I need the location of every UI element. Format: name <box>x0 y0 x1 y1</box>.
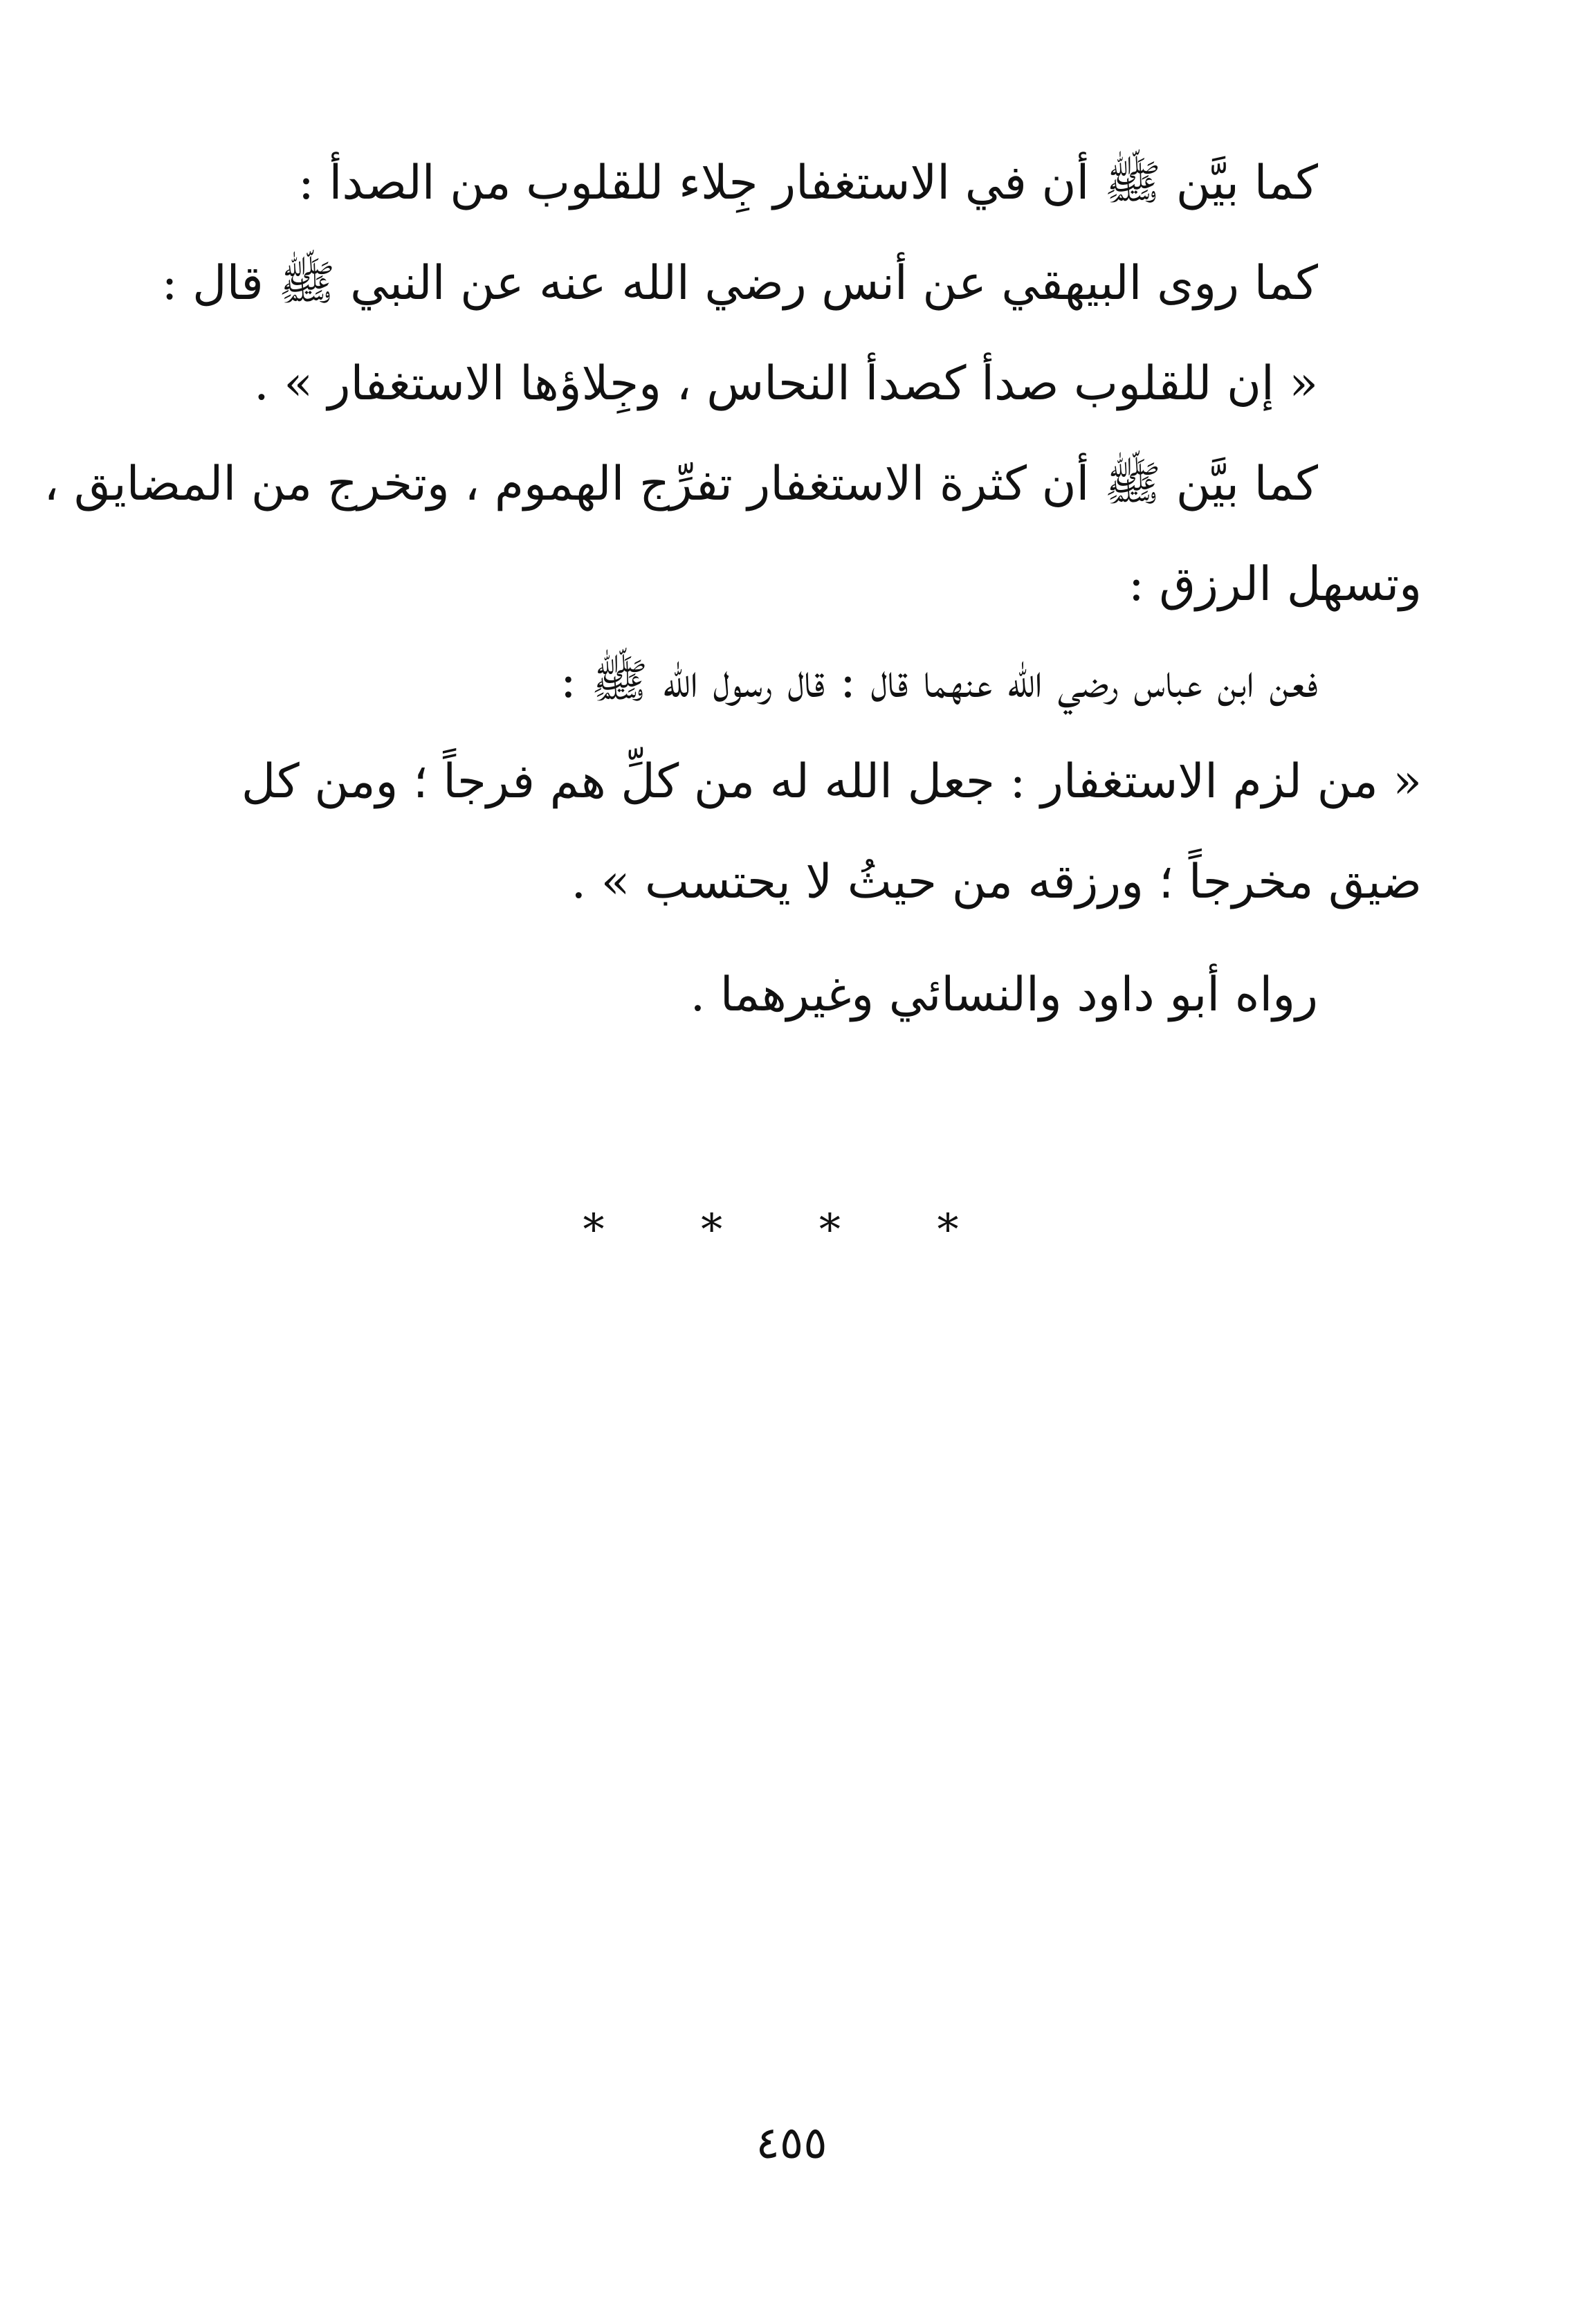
page-number: ٤٥٥ <box>756 2118 827 2169</box>
section-divider: * * * * <box>583 1204 1000 1255</box>
text-line-3: « إن للقلوب صدأ كصدأ النحاس ، وجِلاؤها الاستغفار » . <box>254 356 1318 411</box>
paragraph-block-3 <box>156 945 1422 1045</box>
text-line-8: ضيق مخرجاً ؛ ورزقه من حيثُ لا يحتسب » . <box>571 855 1422 909</box>
paragraph-block-2 <box>156 631 1422 932</box>
text-line-4: كما بيَّن ﷺ أن كثرة الاستغفار تفرِّج الهموم ، وتخرج من المضايق ، <box>44 457 1318 511</box>
text-line-1: كما بيَّن ﷺ أن في الاستغفار جِلاء للقلوب من الصدأ : <box>298 156 1318 210</box>
text-line-6: فعن ابن عباس رضي الله عنهما قال : قال رسول الله ﷺ : <box>560 654 1318 709</box>
text-line-7: « من لزم الاستغفار : جعل الله له من كلِّ هم فرجاً ؛ ومن كل <box>241 754 1422 809</box>
text-line-9: رواه أبو داود والنسائي وغيرهما . <box>690 968 1318 1022</box>
paragraph-block-1 <box>44 133 1422 635</box>
text-line-2: كما روى البيهقي عن أنس رضي الله عنه عن النبي ﷺ قال : <box>161 256 1318 311</box>
text-line-5: وتسهل الرزق : <box>1128 557 1422 612</box>
